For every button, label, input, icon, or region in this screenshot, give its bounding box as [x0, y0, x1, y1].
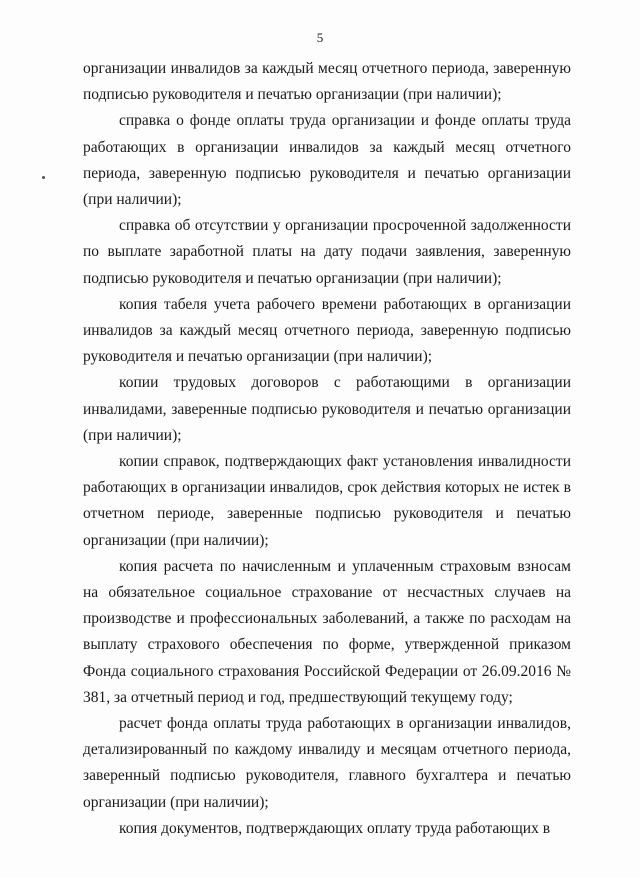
- scan-speck: [42, 176, 45, 179]
- paragraph-payroll-fund-certificate: справка о фонде оплаты труда организации и фонде оплаты труда работающих в организации инвалидов за каждый месяц отчетного периода, заверенную подписью руководителя и печатью организации (при наличии);: [83, 112, 571, 209]
- paragraph-payroll-calculation: расчет фонда оплаты труда работающих в организации инвалидов, детализированный по каждому инвалиду и месяцам отчетного периода, заверенный подписью руководителя, главного бухгалтера и печатью организации (при наличии);: [83, 715, 571, 811]
- paragraph-timesheet-copy: копия табеля учета рабочего времени работающих в организации инвалидов за каждый месяц отчетного периода, заверенную подписью руководителя и печатью организации (при наличии);: [83, 295, 571, 366]
- paragraph-payment-documents: копия документов, подтверждающих оплату труда работающих в: [119, 819, 551, 837]
- paragraph-no-debt-certificate: справка об отсутствии у организации просроченной задолженности по выплате заработной платы на дату подачи заявления, заверенную подписью руководителя и печатью организации (при наличии);: [83, 217, 571, 287]
- paragraph-insurance-calculation: копия расчета по начисленным и уплаченным страховым взносам на обязательное социальное страхование от несчастных случаев на производстве и профессиональных заболеваний, а также по расходам на выплату страхового обеспечения по форме, утвержденной приказом Фонда социального страхования Российской Федерации от 26.09.2016 № 381, за отчетный период и год, предшествующий текущему году;: [83, 557, 571, 706]
- paragraph-disability-certificates: копии справок, подтверждающих факт установления инвалидности работающих в организации инвалидов, срок действия которых не истек в отчетном периоде, заверенные подписью руководителя и печатью организации (при наличии);: [83, 453, 571, 549]
- page-number: 5: [316, 30, 324, 45]
- paragraph-continuation: организации инвалидов за каждый месяц отчетного периода, заверенную подписью руководителя и печатью организации (при наличии);: [83, 60, 571, 104]
- document-body: [83, 56, 571, 842]
- paragraph-employment-contracts: копии трудовых договоров с работающими в организации инвалидами, заверенные подписью руководителя и печатью организации (при наличии);: [83, 374, 571, 444]
